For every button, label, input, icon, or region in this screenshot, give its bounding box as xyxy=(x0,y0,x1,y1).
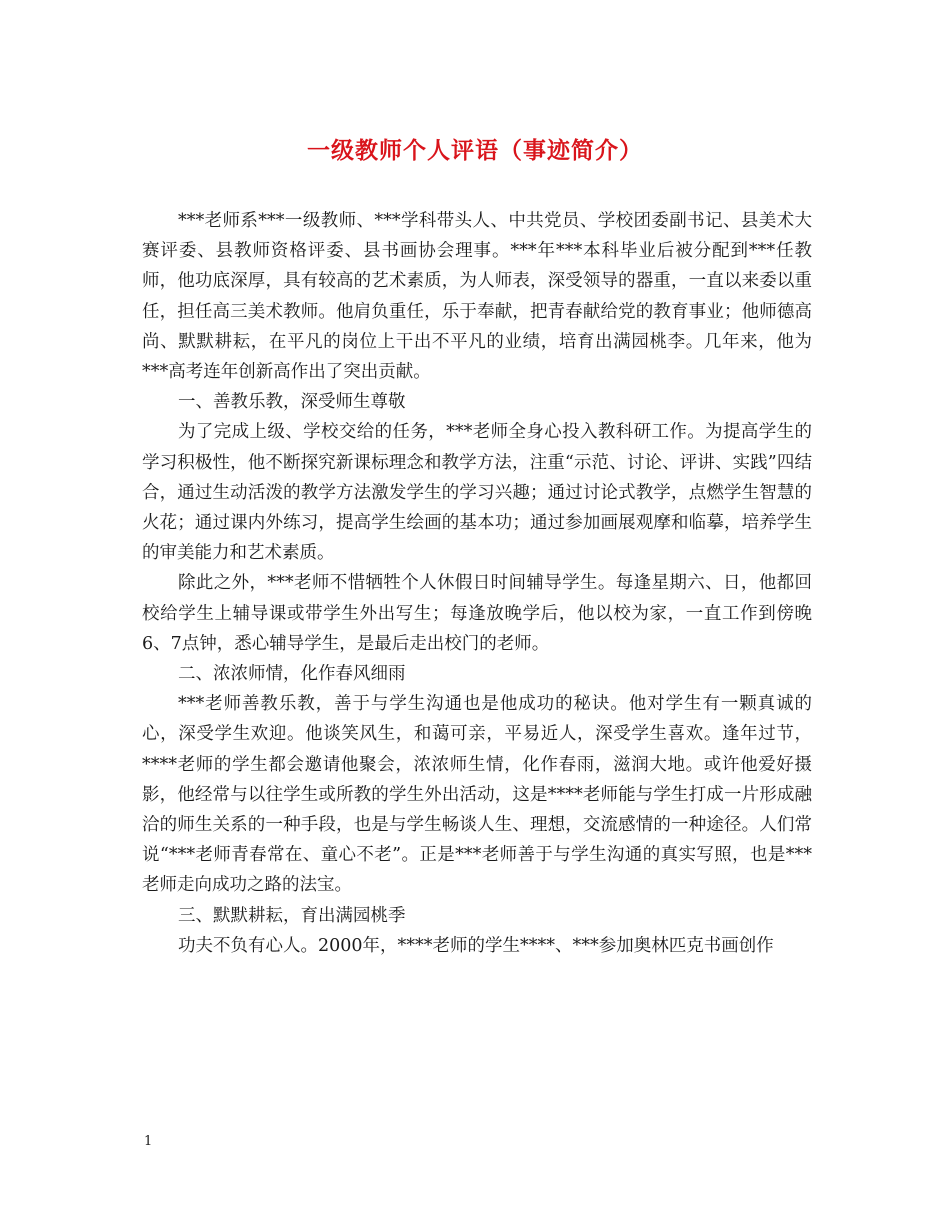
document-body xyxy=(142,206,812,961)
section-2-paragraph-1: ***老师善教乐教，善于与学生沟通也是他成功的秘诀。他对学生有一颗真诚的心，深受学生欢迎。他谈笑风生，和蔼可亲，平易近人，深受学生喜欢。逢年过节，****老师的学生都会邀请他聚会，浓浓师生情，化作春雨，滋润大地。或许他爱好摄影，他经常与以往学生或所教的学生外出活动，这是****老师能与学生打成一片形成融洽的师生关系的一种手段，也是与学生畅谈人生、理想，交流感情的一种途径。人们常说“***老师青春常在、童心不老”。正是***老师善于与学生沟通的真实写照，也是***老师走向成功之路的法宝。 xyxy=(142,694,812,896)
intro-paragraph: ***老师系***一级教师、***学科带头人、中共党员、学校团委副书记、县美术大赛评委、县教师资格评委、县书画协会理事。***年***本科毕业后被分配到***任教师，他功底深厚，具有较高的艺术素质，为人师表，深受领导的器重，一直以来委以重任，担任高三美术教师。他肩负重任，乐于奉献，把青春献给党的教育事业；他师德高尚、默默耕耘，在平凡的岗位上干出不平凡的业绩，培育出满园桃李。几年来，他为***高考连年创新高作出了突出贡献。 xyxy=(142,211,812,383)
section-heading-3: 三、默默耕耘，育出满园桃季 xyxy=(178,905,406,926)
section-heading-1: 一、善教乐教，深受师生尊敬 xyxy=(178,392,406,413)
section-heading-2: 二、浓浓师情，化作春风细雨 xyxy=(178,664,406,685)
section-1-paragraph-2: 除此之外，***老师不惜牺牲个人休假日时间辅导学生。每逢星期六、日，他都回校给学生上辅导课或带学生外出写生；每逢放晚学后，他以校为家，一直工作到傍晚6、7点钟，悉心辅导学生，是最后走出校门的老师。 xyxy=(142,573,812,654)
document-title: 一级教师个人评语（事迹简介） xyxy=(307,137,643,164)
page-number: 1 xyxy=(144,1134,153,1149)
section-1-paragraph-1: 为了完成上级、学校交给的任务，***老师全身心投入教科研工作。为提高学生的学习积极性，他不断探究新课标理念和教学方法，注重“示范、讨论、评讲、实践”四结合，通过生动活泼的教学方法激发学生的学习兴趣；通过讨论式教学，点燃学生智慧的火花；通过课内外练习，提高学生绘画的基本功；通过参加画展观摩和临摹，培养学生的审美能力和艺术素质。 xyxy=(142,422,812,564)
section-3-paragraph-1: 功夫不负有心人。2000年，****老师的学生****、***参加奥林匹克书画创作 xyxy=(178,935,774,956)
